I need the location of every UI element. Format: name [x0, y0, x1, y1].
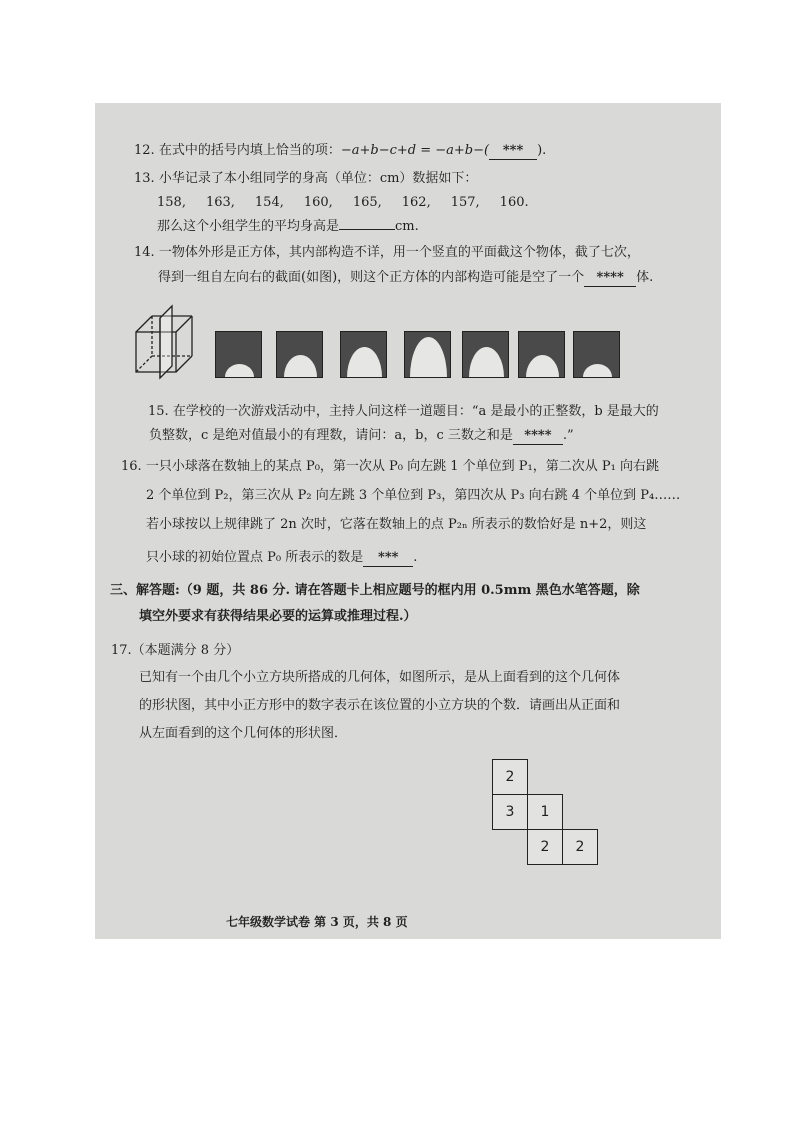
height-value: 154, — [254, 195, 284, 210]
q16-text1: 一只小球落在数轴上的某点 P₀，第一次从 P₀ 向左跳 1 个单位到 P₁，第二次从 P₁ 向右跳 — [145, 459, 659, 474]
q12-line — [134, 143, 546, 160]
cube-cut-figure — [130, 302, 202, 386]
cross-section-5 — [462, 331, 509, 378]
q17-line1 — [139, 670, 620, 686]
height-value: 158, — [157, 195, 186, 210]
q15-number: 15. — [148, 404, 169, 419]
q12-blank[interactable]: *** — [489, 143, 537, 160]
grid-cell: 1 — [527, 794, 563, 830]
q16-number: 16. — [121, 459, 142, 474]
q16-line3 — [146, 517, 646, 533]
q14-line2 — [158, 270, 653, 287]
q13-heights — [157, 195, 529, 211]
q17-title — [111, 643, 239, 659]
cross-section-3 — [340, 331, 387, 378]
q13-unit: cm. — [395, 219, 419, 234]
height-value: 162, — [401, 195, 431, 210]
q13-blank[interactable] — [339, 229, 395, 230]
q16-line2 — [146, 488, 680, 504]
section3-line1 — [110, 583, 640, 599]
q15-blank[interactable]: **** — [513, 428, 563, 445]
q15-suffix: .” — [562, 428, 574, 443]
q12-close: ). — [537, 143, 547, 158]
q14-line1 — [134, 245, 640, 261]
q13-question: 那么这个小组学生的平均身高是 — [157, 219, 340, 234]
cross-section-4 — [404, 331, 451, 378]
q13-number: 13. — [134, 171, 155, 186]
cross-section-6 — [518, 331, 565, 378]
grid-cell: 2 — [562, 829, 598, 865]
page-footer — [226, 914, 408, 930]
section3-line2 — [139, 609, 417, 625]
q12-number: 12. — [134, 143, 155, 158]
q14-blank[interactable]: **** — [584, 270, 636, 287]
q16-text2: 2 个单位到 P₂，第三次从 P₂ 向左跳 3 个单位到 P₃，第四次从 P₃ 向右跳 4 个单位到 P₄…… — [146, 488, 681, 503]
q16-blank[interactable]: *** — [363, 550, 413, 567]
cross-section-1 — [215, 331, 262, 378]
q15-line2 — [149, 428, 574, 445]
q15-line1 — [148, 404, 659, 420]
height-value: 165, — [352, 195, 382, 210]
height-value: 157, — [450, 195, 480, 210]
footer-text: 七年级数学试卷 第 3 页，共 8 页 — [226, 915, 408, 929]
q15-text: 在学校的一次游戏活动中，主持人问这样一道题目：“a 是最小的正整数，b 是最大的 — [172, 404, 659, 419]
section3-header: 三、解答题:（9 题，共 86 分. 请在答题卡上相应题号的框内用 0.5mm 黑色水笔答题，除 — [110, 583, 640, 598]
q14-text: 一物体外形是正方体，其内部构造不详，用一个竖直的平面截这个物体，截了七次， — [158, 245, 640, 260]
q17-text1: 已知有一个由几个小立方块所搭成的几何体，如图所示，是从上面看到的这个几何体 — [139, 670, 621, 685]
q17-text3: 从左面看到的这个几何体的形状图． — [139, 726, 348, 741]
q16-text4: 只小球的初始位置点 P₀ 所表示的数是 — [146, 550, 364, 565]
q16-line1 — [121, 459, 659, 475]
q16-text3: 若小球按以上规律跳了 2n 次时，它落在数轴上的点 P₂ₙ 所表示的数恰好是 n+2，则这 — [146, 517, 647, 532]
grid-cell: 3 — [492, 794, 528, 830]
q13-line1 — [134, 171, 477, 187]
q12-expression: −a+b−c+d = −a+b−( — [340, 143, 490, 158]
q15-text2: 负整数，c 是绝对值最小的有理数，请问：a，b，c 三数之和是 — [149, 428, 513, 443]
height-value: 163, — [205, 195, 235, 210]
q17-text2: 的形状图，其中小正方形中的数字表示在该位置的小立方块的个数．请画出从正面和 — [139, 698, 621, 713]
q14-suffix: 体. — [636, 270, 654, 285]
q17-number: 17.（本题满分 8 分） — [111, 643, 240, 658]
q17-line3 — [139, 726, 347, 742]
height-value: 160, — [303, 195, 333, 210]
grid-cell: 2 — [527, 829, 563, 865]
cross-section-7 — [573, 331, 620, 378]
q16-line4 — [146, 550, 417, 567]
q12-text: 在式中的括号内填上恰当的项： — [158, 143, 341, 158]
height-value: 160. — [499, 195, 529, 210]
q17-line2 — [139, 698, 620, 714]
q13-line3 — [157, 219, 419, 235]
grid-cell: 2 — [492, 759, 528, 795]
q14-text2: 得到一组自左向右的截面(如图)，则这个正方体的内部构造可能是空了一个 — [158, 270, 585, 285]
section3-note: 填空外要求有获得结果必要的运算或推理过程.） — [139, 609, 417, 624]
cross-section-2 — [276, 331, 323, 378]
q13-text: 小华记录了本小组同学的身高（单位：cm）数据如下： — [158, 171, 478, 186]
q16-suffix: . — [413, 550, 418, 565]
q14-number: 14. — [134, 245, 155, 260]
